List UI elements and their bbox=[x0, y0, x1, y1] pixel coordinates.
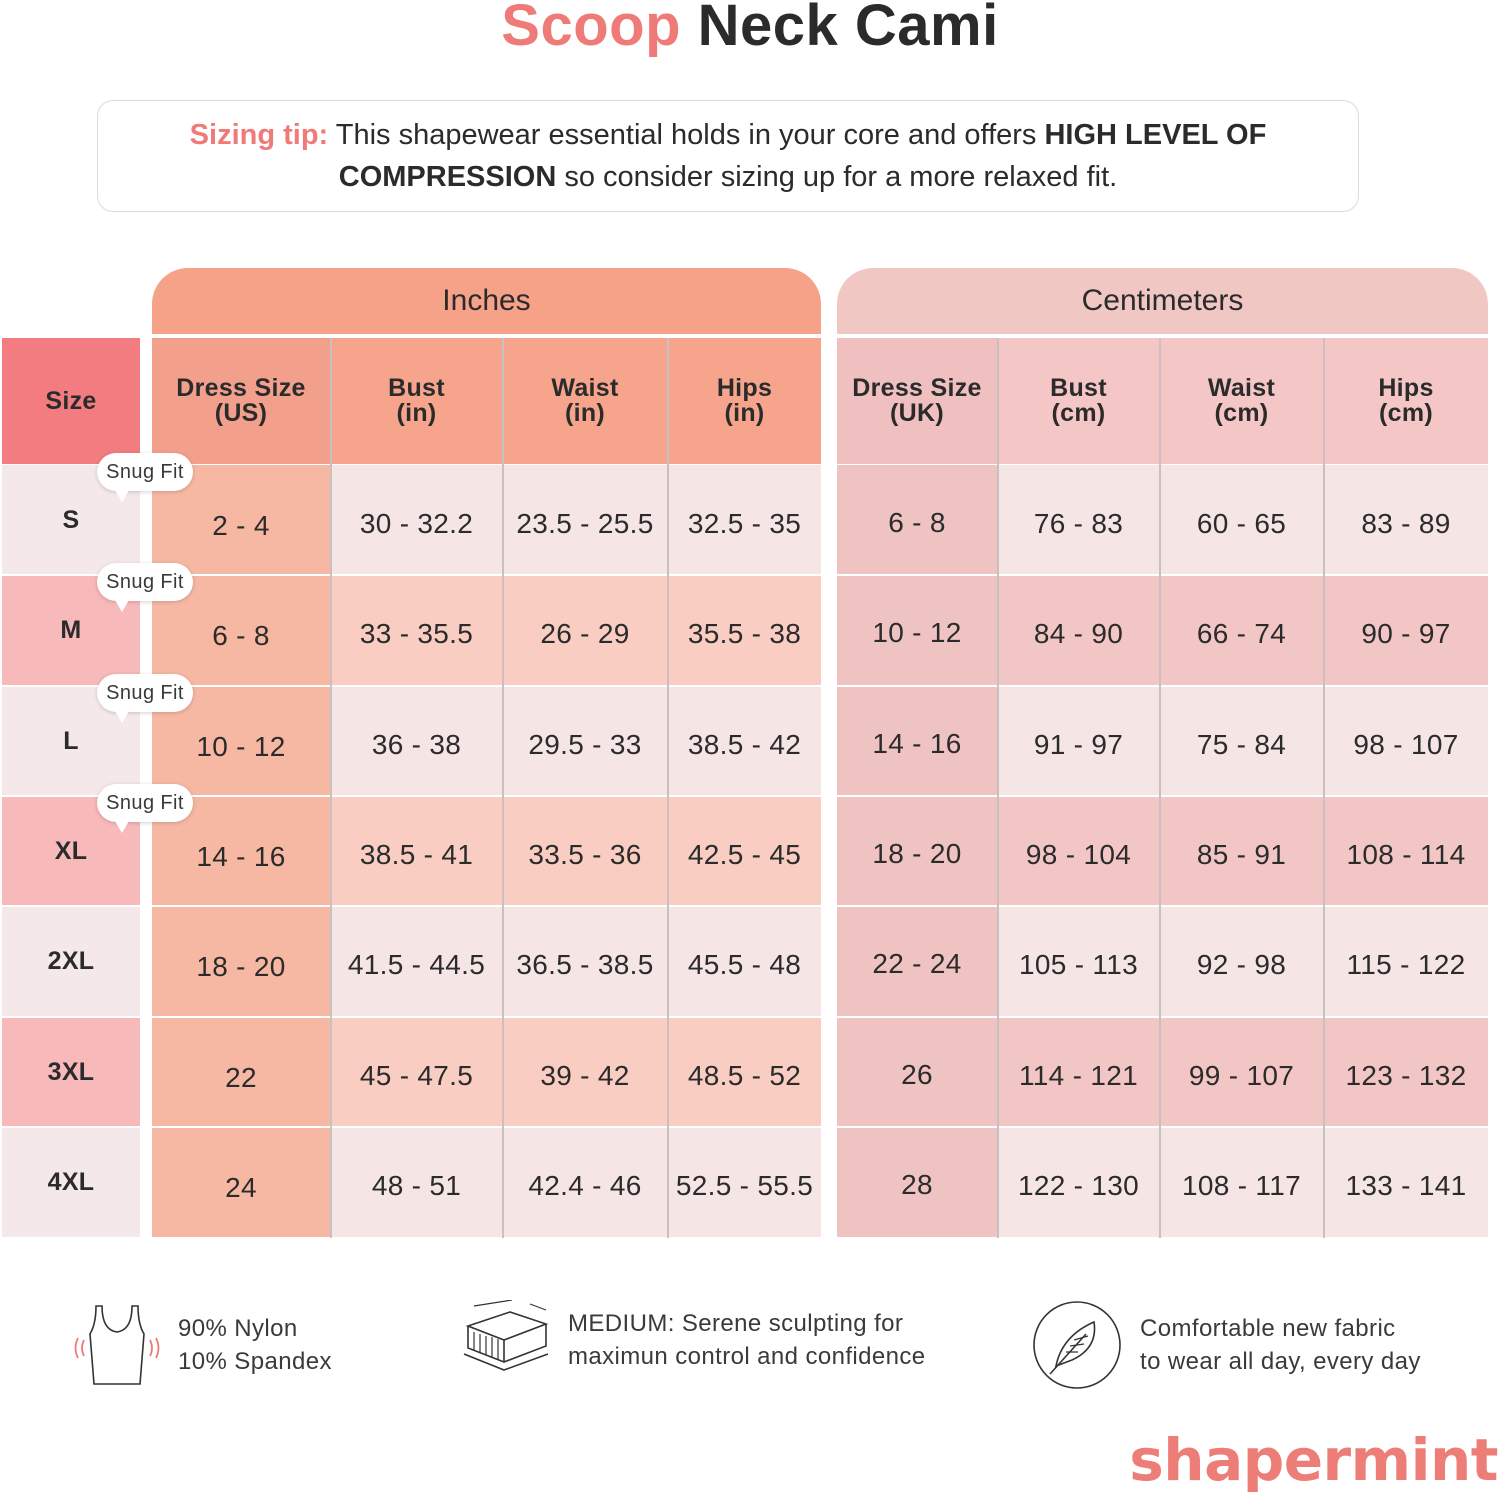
table-cell-bust-cm: 84 - 90 bbox=[998, 575, 1159, 685]
feather-icon bbox=[1032, 1300, 1122, 1390]
feature-compression-text bbox=[568, 1307, 926, 1373]
table-cell-hips-cm: 133 - 141 bbox=[1324, 1127, 1488, 1237]
column-divider bbox=[330, 338, 332, 1238]
table-cell-bust-cm: 76 - 83 bbox=[998, 465, 1159, 575]
sizing-tip-part1: This shapewear essential holds in your core and offers bbox=[328, 119, 1045, 151]
table-cell-us: 14 - 16 bbox=[152, 796, 330, 906]
snug-fit-badge: Snug Fit bbox=[97, 563, 193, 601]
table-cell-waist-cm: 108 - 117 bbox=[1160, 1127, 1323, 1237]
table-cell-bust-cm: 114 - 121 bbox=[998, 1017, 1159, 1127]
feature-compression bbox=[460, 1300, 926, 1380]
column-header-hips-cm: Hips (cm) bbox=[1324, 338, 1488, 464]
table-cell-hips-in: 32.5 - 35 bbox=[668, 465, 821, 575]
title-accent: Scoop bbox=[501, 0, 681, 58]
tank-top-icon bbox=[72, 1300, 162, 1390]
shapermint-logo: shapermint bbox=[1129, 1426, 1498, 1494]
feature-comfort bbox=[1032, 1300, 1421, 1390]
feature-comfort-line2: to wear all day, every day bbox=[1140, 1348, 1421, 1375]
table-cell-uk: 10 - 12 bbox=[837, 575, 997, 685]
table-cell-bust-in: 41.5 - 44.5 bbox=[331, 906, 502, 1016]
table-cell-uk: 26 bbox=[837, 1017, 997, 1127]
table-cell-waist-cm: 75 - 84 bbox=[1160, 686, 1323, 796]
column-header-bust-in: Bust (in) bbox=[331, 338, 502, 464]
feature-material-text bbox=[178, 1312, 332, 1378]
snug-fit-badge: Snug Fit bbox=[97, 784, 193, 822]
size-label: 2XL bbox=[2, 906, 140, 1016]
table-cell-uk: 28 bbox=[837, 1127, 997, 1237]
sizing-tip-bold: HIGH LEVEL OF COMPRESSION bbox=[338, 119, 1267, 193]
column-header-hips-in: Hips (in) bbox=[668, 338, 821, 464]
table-cell-waist-cm: 60 - 65 bbox=[1160, 465, 1323, 575]
snug-fit-badge: Snug Fit bbox=[97, 453, 193, 491]
row-divider bbox=[2, 685, 1488, 687]
table-cell-hips-in: 42.5 - 45 bbox=[668, 796, 821, 906]
feature-material bbox=[72, 1300, 332, 1390]
table-cell-hips-cm: 115 - 122 bbox=[1324, 906, 1488, 1016]
feature-material-line2: 10% Spandex bbox=[178, 1348, 332, 1375]
table-cell-us: 18 - 20 bbox=[152, 906, 330, 1016]
table-cell-uk: 18 - 20 bbox=[837, 796, 997, 906]
table-cell-bust-in: 45 - 47.5 bbox=[331, 1017, 502, 1127]
table-cell-waist-in: 36.5 - 38.5 bbox=[503, 906, 667, 1016]
fabric-layers-icon bbox=[460, 1300, 552, 1380]
table-cell-waist-in: 29.5 - 33 bbox=[503, 686, 667, 796]
table-cell-bust-cm: 91 - 97 bbox=[998, 686, 1159, 796]
size-label: M bbox=[2, 575, 140, 685]
row-divider bbox=[2, 1126, 1488, 1128]
row-divider bbox=[2, 905, 1488, 907]
feature-comfort-line1: Comfortable new fabric bbox=[1140, 1315, 1396, 1342]
table-cell-bust-in: 30 - 32.2 bbox=[331, 465, 502, 575]
table-cell-hips-cm: 123 - 132 bbox=[1324, 1017, 1488, 1127]
centimeters-group-header: Centimeters bbox=[837, 268, 1488, 334]
table-cell-hips-cm: 108 - 114 bbox=[1324, 796, 1488, 906]
table-cell-hips-in: 48.5 - 52 bbox=[668, 1017, 821, 1127]
table-cell-waist-cm: 92 - 98 bbox=[1160, 906, 1323, 1016]
feature-comfort-text bbox=[1140, 1312, 1421, 1378]
table-cell-bust-in: 38.5 - 41 bbox=[331, 796, 502, 906]
table-cell-us: 22 bbox=[152, 1017, 330, 1127]
column-header-uk: Dress Size (UK) bbox=[837, 338, 997, 464]
column-divider bbox=[1159, 338, 1161, 1238]
row-divider bbox=[2, 574, 1488, 576]
sizing-tip-text bbox=[168, 114, 1288, 198]
size-label: XL bbox=[2, 796, 140, 906]
table-cell-uk: 6 - 8 bbox=[837, 465, 997, 575]
table-cell-bust-in: 36 - 38 bbox=[331, 686, 502, 796]
table-cell-hips-in: 38.5 - 42 bbox=[668, 686, 821, 796]
size-label: L bbox=[2, 686, 140, 796]
table-cell-uk: 22 - 24 bbox=[837, 906, 997, 1016]
table-cell-hips-cm: 90 - 97 bbox=[1324, 575, 1488, 685]
sizing-tip-lead: Sizing tip: bbox=[189, 119, 329, 151]
size-label: S bbox=[2, 465, 140, 575]
table-cell-uk: 14 - 16 bbox=[837, 686, 997, 796]
table-cell-us: 10 - 12 bbox=[152, 686, 330, 796]
column-divider bbox=[502, 338, 504, 1238]
column-divider bbox=[1323, 338, 1325, 1238]
table-cell-hips-in: 35.5 - 38 bbox=[668, 575, 821, 685]
row-divider bbox=[2, 1016, 1488, 1018]
table-cell-waist-in: 39 - 42 bbox=[503, 1017, 667, 1127]
table-cell-hips-cm: 83 - 89 bbox=[1324, 465, 1488, 575]
inches-group-header: Inches bbox=[152, 268, 821, 334]
size-label: 3XL bbox=[2, 1017, 140, 1127]
table-cell-us: 6 - 8 bbox=[152, 575, 330, 685]
column-header-size: Size bbox=[2, 338, 140, 464]
table-cell-waist-cm: 66 - 74 bbox=[1160, 575, 1323, 685]
column-header-us: Dress Size (US) bbox=[152, 338, 330, 464]
table-cell-hips-in: 45.5 - 48 bbox=[668, 906, 821, 1016]
table-cell-bust-cm: 122 - 130 bbox=[998, 1127, 1159, 1237]
column-header-bust-cm: Bust (cm) bbox=[998, 338, 1159, 464]
table-cell-waist-cm: 85 - 91 bbox=[1160, 796, 1323, 906]
table-cell-hips-in: 52.5 - 55.5 bbox=[668, 1127, 821, 1237]
table-cell-bust-cm: 105 - 113 bbox=[998, 906, 1159, 1016]
page-title bbox=[0, 0, 1500, 58]
feature-material-line1: 90% Nylon bbox=[178, 1315, 298, 1342]
row-divider bbox=[2, 795, 1488, 797]
table-cell-waist-in: 23.5 - 25.5 bbox=[503, 465, 667, 575]
sizing-tip-part2: so consider sizing up for a more relaxed fit. bbox=[556, 161, 1118, 193]
table-cell-waist-in: 42.4 - 46 bbox=[503, 1127, 667, 1237]
table-cell-hips-cm: 98 - 107 bbox=[1324, 686, 1488, 796]
table-cell-waist-in: 26 - 29 bbox=[503, 575, 667, 685]
column-divider bbox=[997, 338, 999, 1238]
size-label: 4XL bbox=[2, 1127, 140, 1237]
table-cell-bust-cm: 98 - 104 bbox=[998, 796, 1159, 906]
feature-compression-line2: maximun control and confidence bbox=[568, 1343, 926, 1370]
table-cell-waist-in: 33.5 - 36 bbox=[503, 796, 667, 906]
column-header-waist-cm: Waist (cm) bbox=[1160, 338, 1323, 464]
title-rest: Neck Cami bbox=[697, 0, 999, 58]
feature-compression-line1: MEDIUM: Serene sculpting for bbox=[568, 1310, 904, 1337]
table-cell-bust-in: 33 - 35.5 bbox=[331, 575, 502, 685]
column-header-waist-in: Waist (in) bbox=[503, 338, 667, 464]
snug-fit-badge: Snug Fit bbox=[97, 674, 193, 712]
table-cell-us: 24 bbox=[152, 1127, 330, 1237]
table-cell-bust-in: 48 - 51 bbox=[331, 1127, 502, 1237]
sizing-tip-box bbox=[97, 100, 1359, 212]
table-cell-waist-cm: 99 - 107 bbox=[1160, 1017, 1323, 1127]
table-cell-us: 2 - 4 bbox=[152, 465, 330, 575]
column-divider bbox=[667, 338, 669, 1238]
